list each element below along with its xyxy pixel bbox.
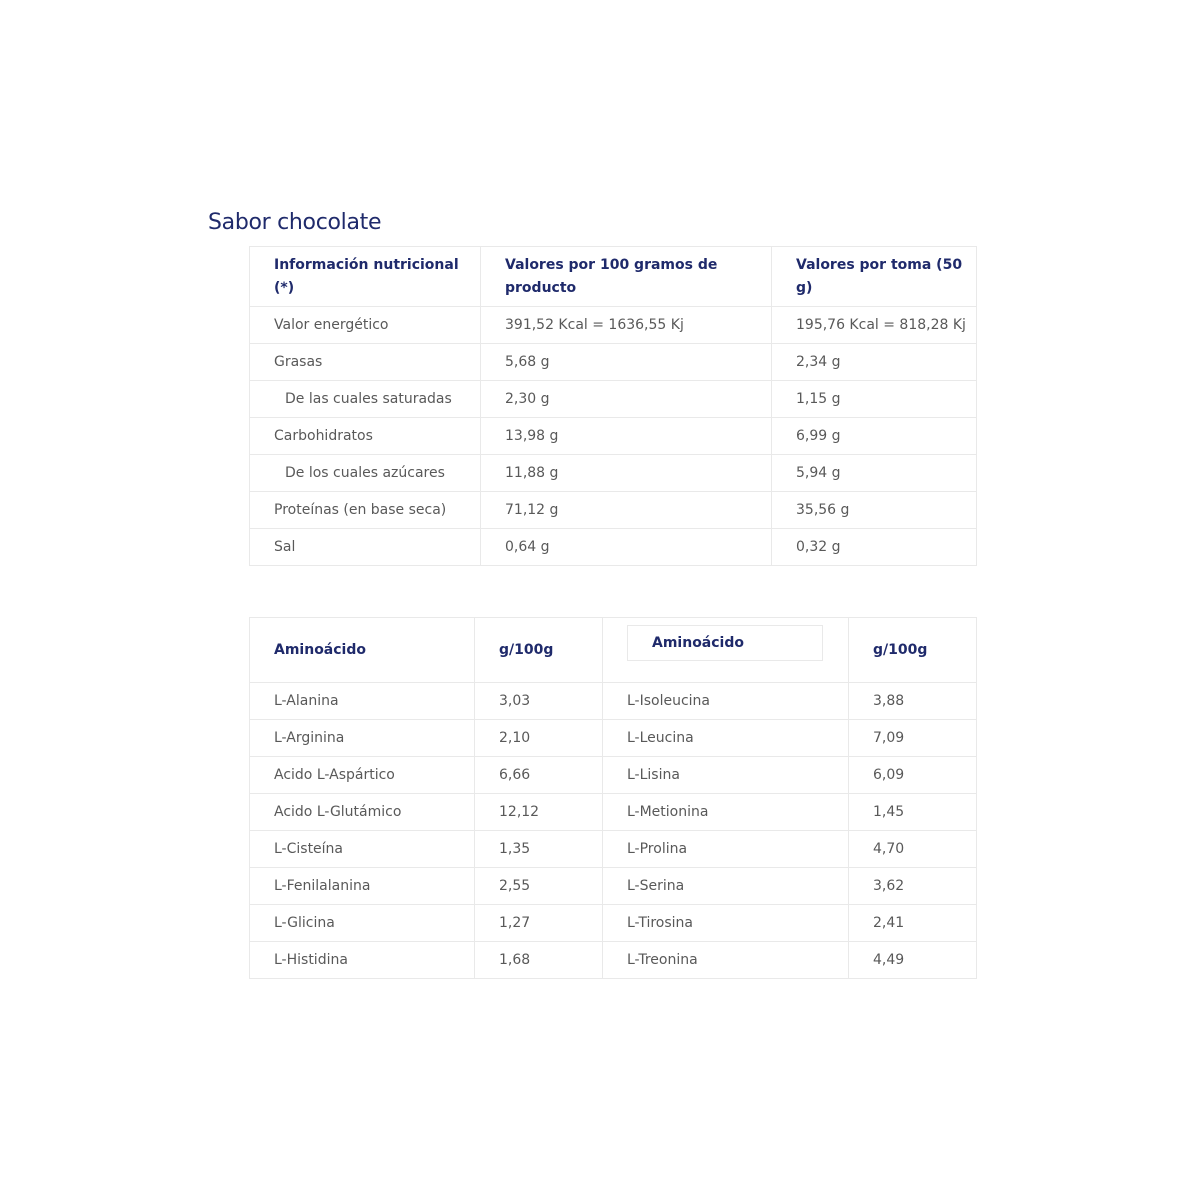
table-row xyxy=(250,905,977,942)
nutrient-label: De los cuales azúcares xyxy=(250,455,481,492)
nutrient-per-serving: 2,34 g xyxy=(772,344,977,381)
amino-acid-value: 6,09 xyxy=(849,757,977,794)
column-header-per-100g: Valores por 100 gramos de producto xyxy=(481,247,772,307)
amino-acid-value: 12,12 xyxy=(475,794,603,831)
amino-acid-name: L-Isoleucina xyxy=(603,683,849,720)
nutrient-per-serving: 1,15 g xyxy=(772,381,977,418)
amino-acid-value: 6,66 xyxy=(475,757,603,794)
nutrient-label: Carbohidratos xyxy=(250,418,481,455)
table-row xyxy=(250,868,977,905)
amino-acid-value: 1,68 xyxy=(475,942,603,979)
amino-acid-value: 2,55 xyxy=(475,868,603,905)
amino-acid-value: 1,27 xyxy=(475,905,603,942)
nutrient-per-100g: 2,30 g xyxy=(481,381,772,418)
amino-acid-name: L-Lisina xyxy=(603,757,849,794)
table-row xyxy=(250,529,977,566)
table-row xyxy=(250,418,977,455)
column-header-nutrition-info: Información nutricional (*) xyxy=(250,247,481,307)
amino-acid-value: 3,03 xyxy=(475,683,603,720)
table-row xyxy=(250,455,977,492)
table-row xyxy=(250,942,977,979)
amino-acid-name: L-Histidina xyxy=(250,942,475,979)
table-row xyxy=(250,307,977,344)
amino-acid-value: 1,45 xyxy=(849,794,977,831)
amino-acid-name: L-Cisteína xyxy=(250,831,475,868)
nutrient-per-100g: 0,64 g xyxy=(481,529,772,566)
table-row xyxy=(250,492,977,529)
nutrient-per-100g: 11,88 g xyxy=(481,455,772,492)
nutrient-per-serving: 35,56 g xyxy=(772,492,977,529)
nutrient-label: Valor energético xyxy=(250,307,481,344)
table-row xyxy=(250,344,977,381)
amino-acid-name: L-Tirosina xyxy=(603,905,849,942)
amino-acid-value: 7,09 xyxy=(849,720,977,757)
column-header-amino-acid: Aminoácido xyxy=(250,618,475,683)
amino-acid-name: L-Prolina xyxy=(603,831,849,868)
nutrient-per-serving: 0,32 g xyxy=(772,529,977,566)
nutrient-per-serving: 5,94 g xyxy=(772,455,977,492)
amino-acid-name: L-Arginina xyxy=(250,720,475,757)
column-header-per-serving: Valores por toma (50 g) xyxy=(772,247,977,307)
amino-acid-value: 1,35 xyxy=(475,831,603,868)
nutrient-label: Sal xyxy=(250,529,481,566)
amino-header-row xyxy=(250,618,977,683)
amino-acid-value: 3,88 xyxy=(849,683,977,720)
column-header-amount-2: g/100g xyxy=(849,618,977,683)
nutrient-per-100g: 391,52 Kcal = 1636,55 Kj xyxy=(481,307,772,344)
amino-acid-name: L-Glicina xyxy=(250,905,475,942)
nutrient-per-serving: 195,76 Kcal = 818,28 Kj xyxy=(772,307,977,344)
nutrient-per-100g: 71,12 g xyxy=(481,492,772,529)
column-header-amino-acid-2: Aminoácido xyxy=(627,625,823,661)
table-row xyxy=(250,831,977,868)
nutrient-per-100g: 13,98 g xyxy=(481,418,772,455)
table-row xyxy=(250,757,977,794)
amino-acid-name: Acido L-Aspártico xyxy=(250,757,475,794)
amino-acid-value: 3,62 xyxy=(849,868,977,905)
nutrition-header-row xyxy=(250,247,977,307)
column-header-amount: g/100g xyxy=(475,618,603,683)
amino-acid-name: L-Fenilalanina xyxy=(250,868,475,905)
table-row xyxy=(250,381,977,418)
amino-acid-value: 2,10 xyxy=(475,720,603,757)
amino-acid-value: 4,49 xyxy=(849,942,977,979)
table-row xyxy=(250,683,977,720)
table-row xyxy=(250,720,977,757)
column-header-amino-acid-2-cell xyxy=(603,618,849,683)
nutrient-label: Grasas xyxy=(250,344,481,381)
page-title: Sabor chocolate xyxy=(208,210,382,235)
amino-acid-name: L-Treonina xyxy=(603,942,849,979)
amino-acid-name: L-Serina xyxy=(603,868,849,905)
amino-acid-name: Acido L-Glutámico xyxy=(250,794,475,831)
nutrient-label: De las cuales saturadas xyxy=(250,381,481,418)
amino-acid-table xyxy=(249,617,977,979)
amino-acid-name: L-Leucina xyxy=(603,720,849,757)
nutrition-table xyxy=(249,246,977,566)
nutrient-per-serving: 6,99 g xyxy=(772,418,977,455)
table-row xyxy=(250,794,977,831)
amino-acid-name: L-Metionina xyxy=(603,794,849,831)
nutrient-per-100g: 5,68 g xyxy=(481,344,772,381)
amino-acid-name: L-Alanina xyxy=(250,683,475,720)
amino-acid-value: 4,70 xyxy=(849,831,977,868)
nutrient-label: Proteínas (en base seca) xyxy=(250,492,481,529)
amino-acid-value: 2,41 xyxy=(849,905,977,942)
